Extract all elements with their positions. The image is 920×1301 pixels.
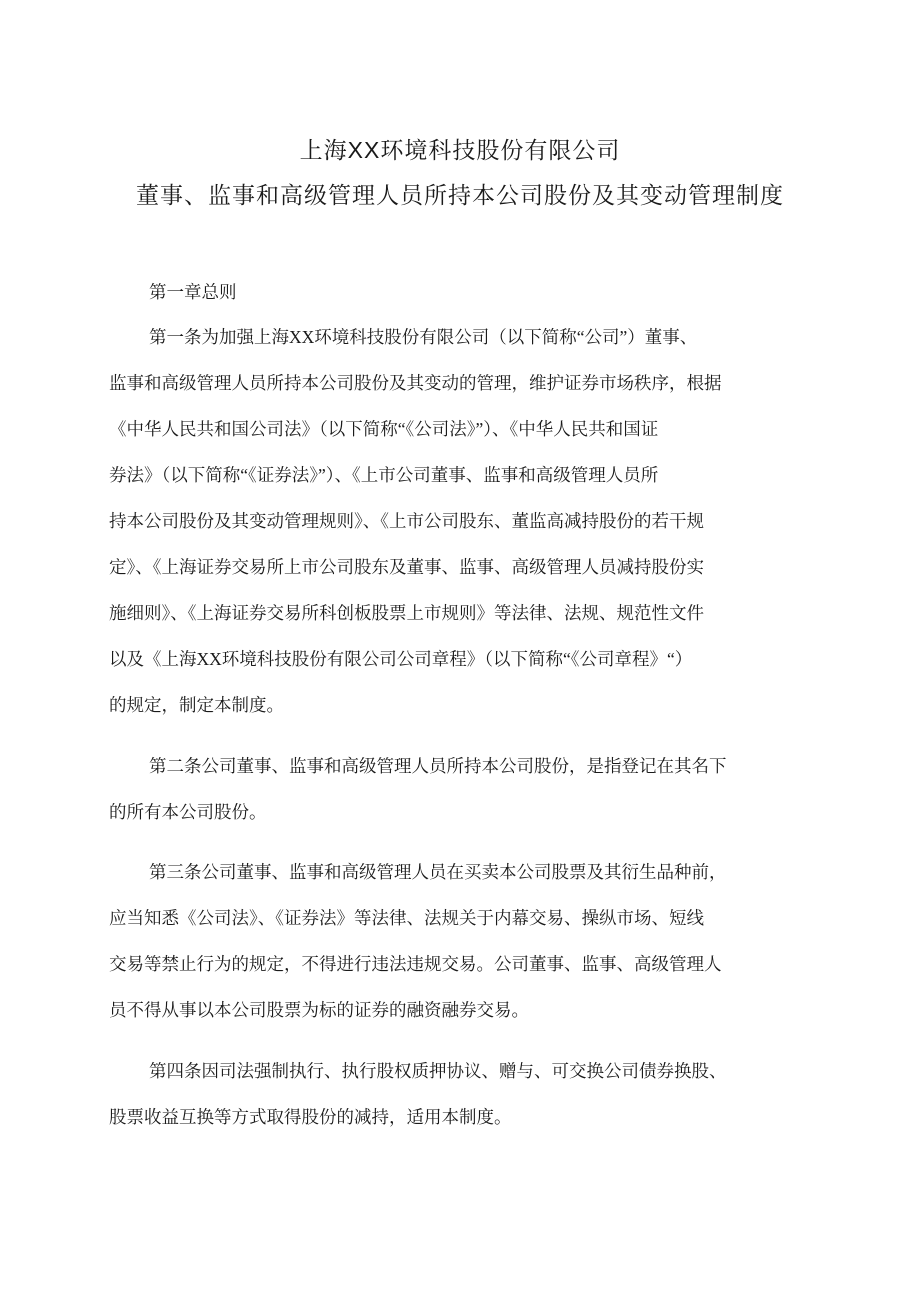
paragraph-line: 持本公司股份及其变动管理规则》、《上市公司股东、董监高减持股份的若干规 xyxy=(109,511,704,531)
paragraph-line: 定》、《上海证券交易所上市公司股东及董事、监事、高级管理人员减持股份实 xyxy=(109,557,704,577)
paragraph-line: 第一条为加强上海XX环境科技股份有限公司（以下简称“公司”）董事、 xyxy=(149,327,698,347)
paragraph-line: 股票收益互换等方式取得股份的减持，适用本制度。 xyxy=(109,1107,512,1127)
paragraph-line: 第四条因司法强制执行、执行股权质押协议、赠与、可交换公司债券换股、 xyxy=(149,1061,727,1081)
paragraph-line: 的所有本公司股份。 xyxy=(109,802,267,822)
paragraph-line: 交易等禁止行为的规定，不得进行违法违规交易。公司董事、监事、高级管理人 xyxy=(109,954,722,974)
paragraph-line: 第三条公司董事、监事和高级管理人员在买卖本公司股票及其衍生品种前， xyxy=(149,862,727,882)
paragraph-line: 的规定，制定本制度。 xyxy=(109,695,284,715)
paragraph-line: 券法》（以下简称“《证券法》”）、《上市公司董事、监事和高级管理人员所 xyxy=(109,465,659,485)
chapter-heading: 第一章总则 xyxy=(149,282,237,302)
paragraph-line: 以及《上海XX环境科技股份有限公司公司章程》（以下简称“《公司章程》“） xyxy=(109,649,693,669)
paragraph-line: 《中华人民共和国公司法》（以下简称“《公司法》”）、《中华人民共和国证 xyxy=(109,419,659,439)
paragraph-line: 第二条公司董事、监事和高级管理人员所持本公司股份，是指登记在其名下 xyxy=(149,756,727,776)
paragraph-line: 监事和高级管理人员所持本公司股份及其变动的管理，维护证券市场秩序，根据 xyxy=(109,373,722,393)
paragraph-line: 施细则》、《上海证券交易所科创板股票上市规则》等法律、法规、规范性文件 xyxy=(109,603,704,623)
document-title-company: 上海XX环境科技股份有限公司 xyxy=(299,137,621,163)
paragraph-line: 员不得从事以本公司股票为标的证券的融资融券交易。 xyxy=(109,1000,529,1020)
document-title-regulation: 董事、监事和高级管理人员所持本公司股份及其变动管理制度 xyxy=(136,182,784,208)
paragraph-line: 应当知悉《公司法》、《证券法》等法律、法规关于内幕交易、操纵市场、短线 xyxy=(109,908,704,928)
